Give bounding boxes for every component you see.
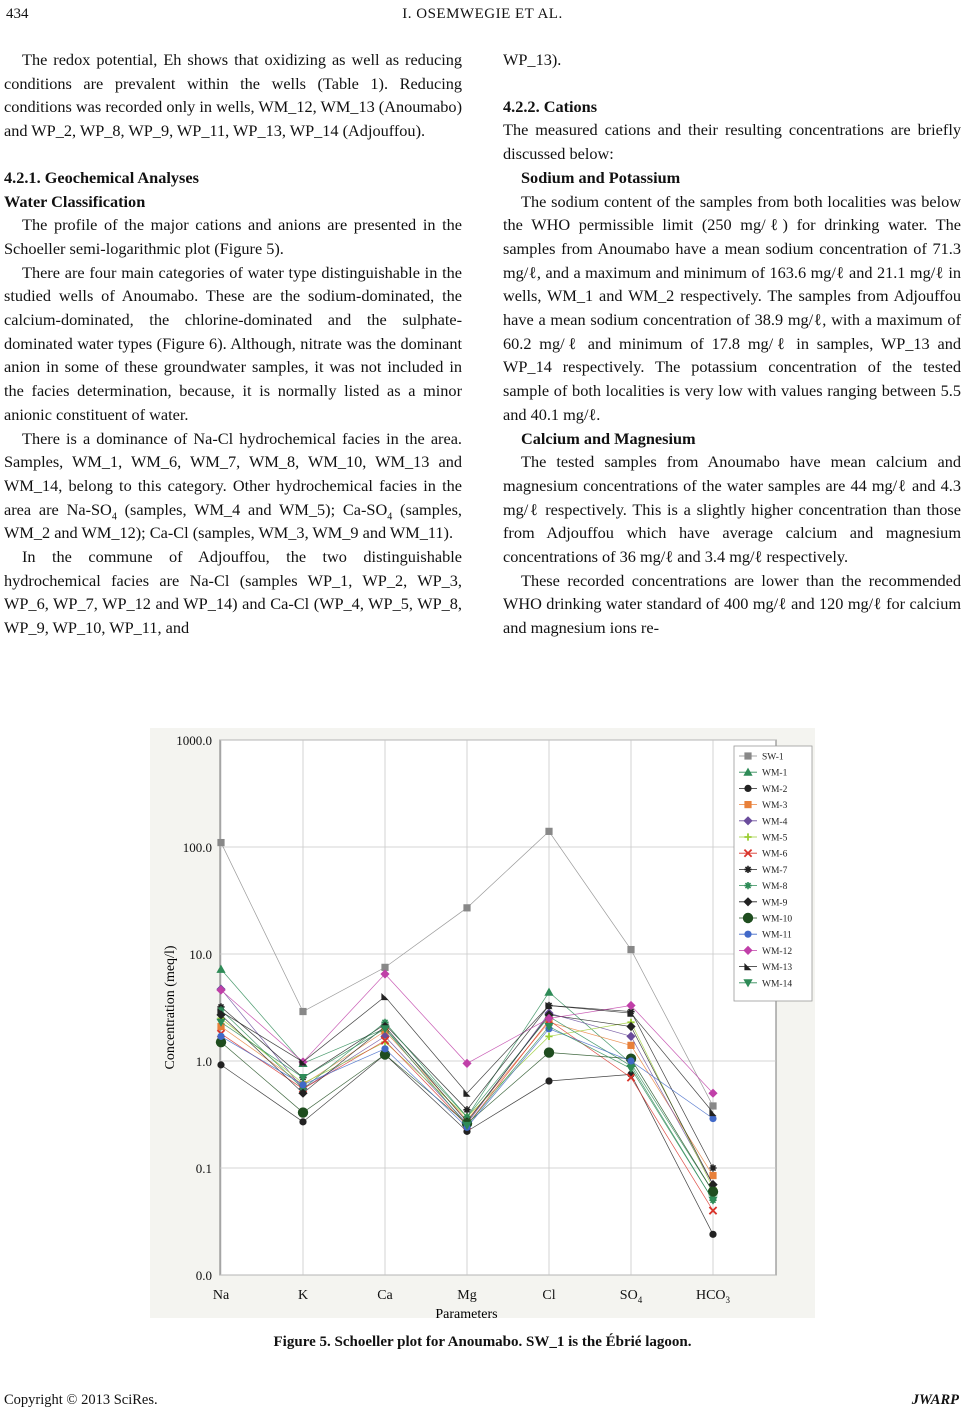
data-point-SW-1 [463, 904, 470, 911]
legend-label: WM-14 [762, 979, 793, 990]
data-point-WM-2 [299, 1118, 306, 1125]
data-point-WM-10 [544, 1047, 554, 1057]
x-tick-label: Mg [457, 1288, 477, 1303]
y-tick-label: 0.0 [195, 1268, 212, 1283]
legend-label: WM-9 [762, 898, 788, 909]
legend-label: WM-5 [762, 833, 788, 844]
page-number: 434 [6, 6, 29, 22]
schoeller-plot-figure [150, 728, 815, 1318]
paragraph-continued: WP_13). [503, 50, 562, 69]
legend-label: SW-1 [762, 752, 784, 763]
paragraph-profile: The profile of the major cations and anions are presented in the Schoeller semi-logarithmic plot (Figure 5). [4, 215, 462, 258]
legend-marker [744, 866, 751, 873]
paragraph-facies-anoumabo: There is a dominance of Na-Cl hydrochemical facies in the area. Samples, WM_1, WM_6, WM_7, WM_8, WM_10, WM_13 and WM_14, belong to this category. Other hydrochemical facies in the area are $Na-SO_4$ (samples, WM_4 and WM_5); $Ca-SO_4$ (samples, WM_2 and WM_12); Ca-Cl (samples, WM_3, WM_9 and WM_11). [4, 428, 463, 543]
y-tick-label: 10.0 [189, 947, 212, 962]
data-point-WM-2 [709, 1231, 716, 1238]
subheading-calcium-magnesium: Calcium and Magnesium [521, 428, 696, 448]
section-heading-cations: 4.2.2. Cations [503, 96, 598, 116]
legend-label: WM-11 [762, 930, 792, 941]
data-point-SW-1 [709, 1102, 716, 1109]
data-point-WM-11 [381, 1045, 388, 1052]
data-point-WM-3 [709, 1172, 716, 1179]
subheading-sodium-potassium: Sodium and Potassium [521, 167, 681, 187]
legend-marker [744, 801, 751, 808]
x-tick-label: Ca [377, 1288, 393, 1303]
y-tick-label: 1000.0 [176, 733, 212, 748]
legend-label: WM-8 [762, 882, 788, 893]
y-tick-label: 0.1 [195, 1161, 212, 1176]
data-point-WM-7 [709, 1164, 716, 1171]
legend-label: WM-6 [762, 849, 788, 860]
data-point-WM-2 [217, 1061, 224, 1068]
legend-label: WM-13 [762, 963, 793, 974]
paragraph-cations-intro: The measured cations and their resulting concentrations are briefly discussed below: [503, 120, 961, 164]
footer-journal: JWARP [911, 1392, 959, 1408]
paragraph-redox: The redox potential, Eh shows that oxidizing as well as reducing conditions are prevalent within the wells (Table 1). Reducing conditions was recorded only in wells, WM_12, WM_13 (Anoumabo) and WP_2, WP_8, WP_9, WP_11, WP_13, WP_14 (Adjouffou). [4, 50, 462, 141]
data-point-SW-1 [299, 1008, 306, 1015]
legend-marker [744, 931, 751, 938]
x-tick-label: $HCO_3$ [695, 1288, 731, 1305]
legend-label: WM-4 [762, 817, 788, 828]
left-column [4, 48, 462, 640]
data-point-WM-10 [298, 1107, 308, 1117]
legend-marker [744, 752, 751, 759]
schoeller-chart [150, 728, 815, 1318]
figure-caption: Figure 5. Schoeller plot for Anoumabo. SW_1 is the Ébrié lagoon. [273, 1334, 692, 1350]
data-point-WM-2 [545, 1077, 552, 1084]
legend-label: WM-1 [762, 768, 788, 779]
y-tick-label: 1.0 [195, 1054, 212, 1069]
legend-label: WM-3 [762, 801, 788, 812]
x-tick-label: $SO_4$ [619, 1288, 643, 1305]
legend-label: WM-2 [762, 784, 788, 795]
legend-marker [744, 785, 751, 792]
legend-marker [744, 882, 751, 889]
y-tick-label: 100.0 [182, 840, 212, 855]
data-point-SW-1 [217, 839, 224, 846]
right-column [503, 48, 961, 640]
data-point-WM-10 [708, 1187, 718, 1197]
x-tick-label: Cl [542, 1288, 556, 1303]
data-point-SW-1 [545, 828, 552, 835]
paragraph-calcium: The tested samples from Anoumabo have mean calcium and magnesium concentrations of the water samples are 44 mg/ℓ and 4.3 mg/ℓ respectively. This is a slightly higher concentration than those from Adjouffou which have average calcium and magnesium concentrations of 36 mg/ℓ and 3.4 mg/ℓ respectively. [503, 452, 961, 567]
paragraph-sodium: The sodium content of the samples from both localities was below the WHO permissible limit (250 mg/ℓ) for drinking water. The samples from Anoumabo have a mean sodium concentration of 71.3 mg/ℓ, and a maximum and minimum of 163.6 mg/ℓ and 21.1 mg/ℓ in wells, WM_1 and WM_2 respectively. The samples from Adjouffou have a mean sodium concentration of 38.9 mg/ℓ, with a maximum of 60.2 mg/ℓ and minimum of 17.8 mg/ℓ in samples, WP_13 and WP_14 respectively. The potassium concentration of the tested sample of both localities is very low with values ranging between 5.5 and 40.1 mg/ℓ. [503, 191, 961, 424]
data-point-WM-3 [627, 1042, 634, 1049]
data-point-WM-11 [217, 1033, 224, 1040]
paragraph-who-standard: These recorded concentrations are lower than the recommended WHO drinking water standard of 400 mg/ℓ and 120 mg/ℓ for calcium and magnesium ions re- [503, 570, 961, 638]
data-point-SW-1 [627, 946, 634, 953]
paragraph-categories: There are four main categories of water type distinguishable in the studied wells of Anoumabo. These are the sodium-dominated, the calcium-dominated, the chlorine-dominated and the sulphate-dominated water types (Figure 6). Although, nitrate was the dominant anion in some of these groundwater samples, it was not included in the facies determination, because, it is normally listed as a minor anionic constituent of water. [4, 262, 462, 424]
legend-label: WM-7 [762, 865, 788, 876]
data-point-WM-11 [627, 1057, 634, 1064]
section-heading-geochemical: 4.2.1. Geochemical Analyses [4, 167, 199, 187]
paragraph-facies-adjouffou: In the commune of Adjouffou, the two distinguishable hydrochemical facies are Na-Cl (samples WP_1, WP_2, WP_3, WP_6, WP_7, WP_12 and WP_14) and Ca-Cl (WP_4, WP_5, WP_8, WP_9, WP_10, WP_11, and [4, 547, 462, 638]
y-axis-label: Concentration (meq/l) [163, 945, 178, 1070]
legend-marker [743, 913, 753, 923]
legend-label: WM-12 [762, 946, 793, 957]
footer-copyright: Copyright © 2013 SciRes. [4, 1392, 158, 1408]
x-tick-label: Na [212, 1288, 230, 1303]
running-header-authors: I. OSEMWEGIE ET AL. [402, 6, 563, 22]
legend-label: WM-10 [762, 914, 793, 925]
x-axis-label: Parameters [435, 1307, 498, 1318]
subheading-water-classification: Water Classification [4, 191, 146, 211]
data-point-WM-11 [299, 1081, 306, 1088]
x-tick-label: K [297, 1288, 309, 1303]
